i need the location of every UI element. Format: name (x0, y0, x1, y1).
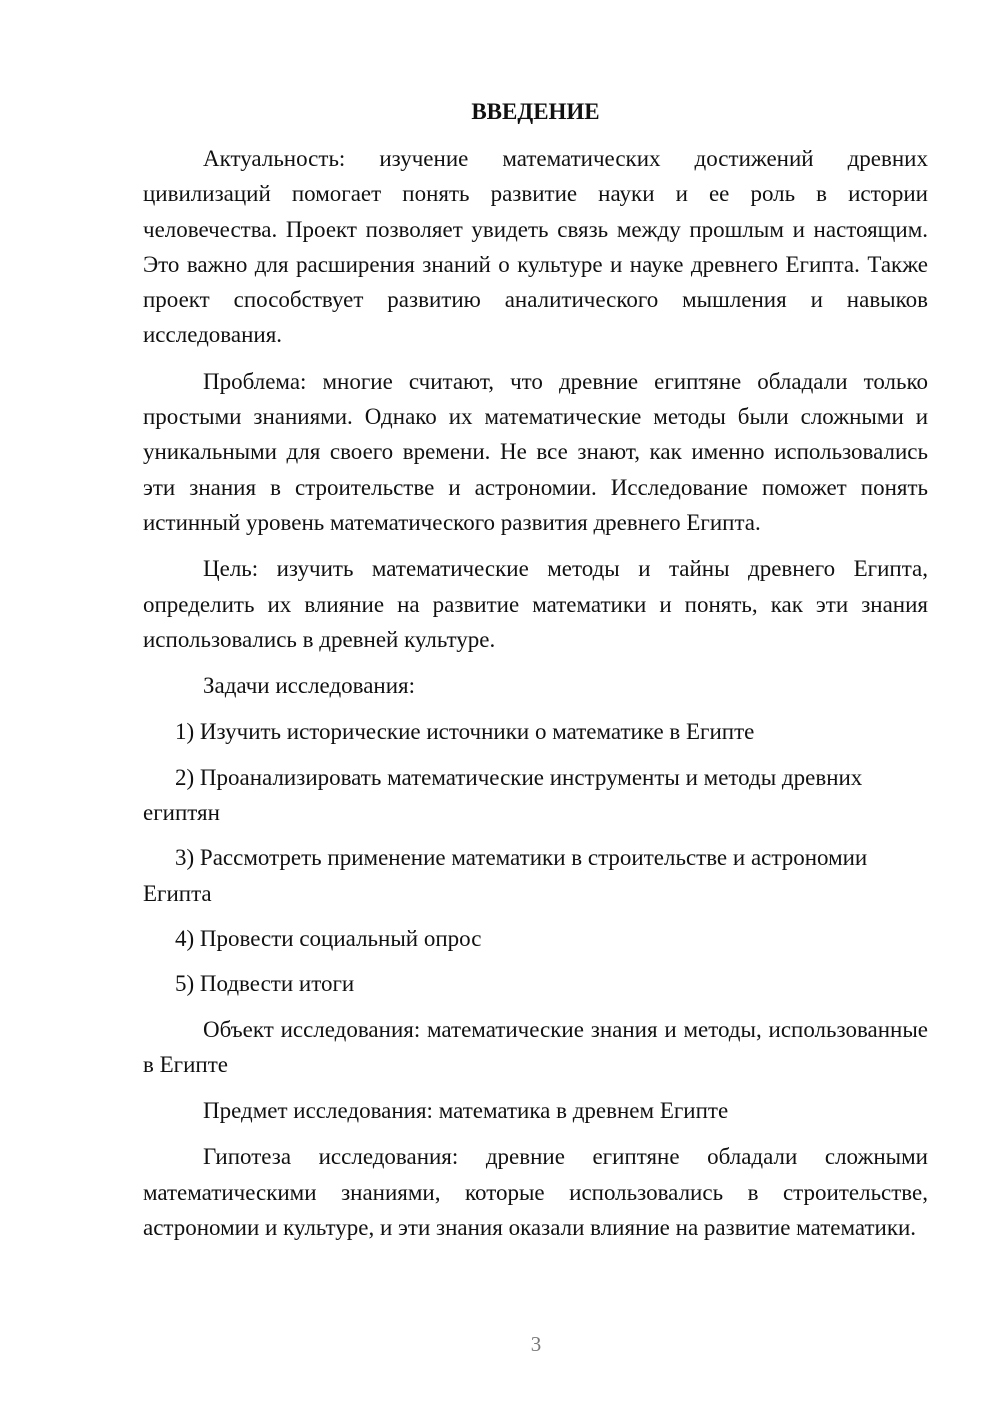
paragraph-object: Объект исследования: математические знания и методы, использованные в Египте (143, 1016, 928, 1077)
paragraph-goal: Цель: изучить математические методы и тайны древнего Египта, определить их влияние на развитие математики и понять, как эти знания использовались в древней культуре. (143, 556, 928, 652)
task-item-1: 1) Изучить исторические источники о математике в Египте (175, 719, 755, 745)
paragraph-tasks-title: Задачи исследования: (203, 673, 416, 699)
task-item-5: 5) Подвести итоги (175, 971, 355, 997)
page-number: 3 (530, 1332, 542, 1356)
task-item-4: 4) Провести социальный опрос (175, 925, 482, 951)
section-heading: ВВЕДЕНИЕ (471, 99, 600, 124)
task-item-3: 3) Рассмотреть применение математики в строительстве и астрономии Египта (143, 845, 868, 906)
paragraph-relevance: Актуальность: изучение математических достижений древних цивилизаций помогает понять развитие науки и ее роль в истории человечества. Проект позволяет увидеть связь между прошлым и настоящим. Это важно для расширения знаний о культуре и науке древнего Египта. Также проект способствует развитию аналитического мышления и навыков исследования. (143, 146, 928, 348)
task-item-2: 2) Проанализировать математические инструменты и методы древних египтян (143, 764, 863, 826)
paragraph-hypothesis: Гипотеза исследования: древние египтяне обладали сложными математическими знаниями, которые использовались в строительстве, астрономии и культуре, и эти знания оказали влияние на развитие математики. (143, 1144, 928, 1241)
page-content (143, 94, 928, 1256)
paragraph-problem: Проблема: многие считают, что древние египтяне обладали только простыми знаниями. Однако их математические методы были сложными и уникальными для своего времени. Не все знают, как именно использовались эти знания в строительстве и астрономии. Исследование поможет понять истинный уровень математического развития древнего Египта. (143, 368, 928, 535)
paragraph-subject: Предмет исследования: математика в древнем Египте (203, 1098, 729, 1124)
